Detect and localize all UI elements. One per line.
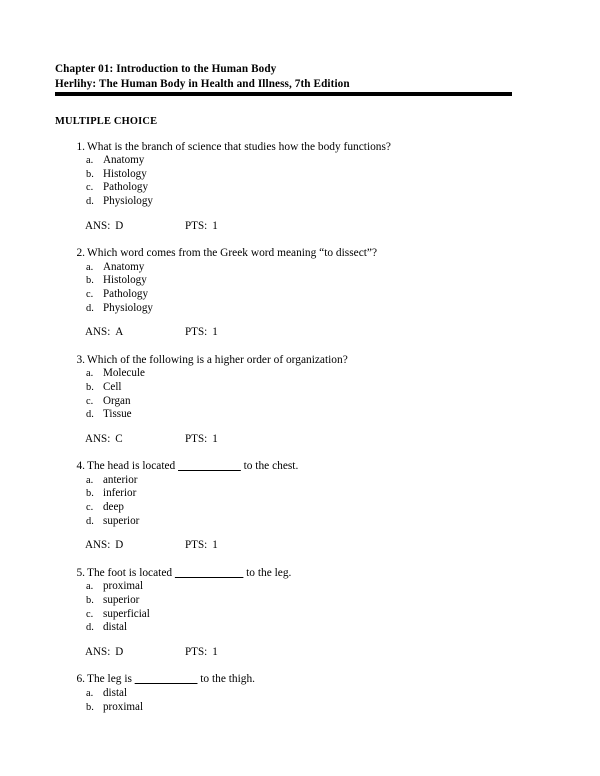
option-text: Pathology bbox=[103, 181, 148, 194]
answer-value: D bbox=[115, 645, 124, 658]
answer-key-line bbox=[55, 539, 545, 553]
fill-in-blank: ____________ bbox=[174, 566, 244, 579]
answer-group bbox=[85, 220, 185, 234]
answer-option[interactable] bbox=[55, 474, 545, 488]
question-number: 3. bbox=[76, 353, 85, 366]
question-number: 5. bbox=[76, 566, 85, 579]
answer-label: ANS: bbox=[85, 645, 111, 658]
question-text: The head is located bbox=[87, 460, 179, 473]
points-group bbox=[185, 539, 218, 553]
points-value: 1 bbox=[212, 432, 218, 445]
answer-key-line bbox=[55, 326, 545, 340]
answer-options bbox=[55, 367, 545, 421]
answer-option[interactable] bbox=[55, 687, 545, 701]
option-letter: a. bbox=[86, 688, 94, 699]
option-letter: b. bbox=[86, 488, 94, 500]
answer-group bbox=[85, 539, 185, 553]
answer-option[interactable] bbox=[55, 580, 545, 594]
answer-label: ANS: bbox=[85, 539, 111, 552]
option-letter: d. bbox=[86, 515, 94, 527]
header-book-title: Herlihy: The Human Body in Health and Illness, 7th Edition bbox=[55, 77, 350, 90]
answer-option[interactable] bbox=[55, 367, 545, 381]
question-block bbox=[55, 460, 545, 553]
question-number: 6. bbox=[76, 673, 85, 686]
question-number: 2. bbox=[76, 247, 85, 260]
option-letter: d. bbox=[86, 302, 94, 314]
question-stem bbox=[55, 567, 545, 581]
section-heading-multiple-choice: MULTIPLE CHOICE bbox=[55, 115, 158, 127]
answer-options bbox=[55, 154, 545, 208]
option-text: superficial bbox=[103, 607, 150, 620]
option-letter: c. bbox=[86, 608, 94, 620]
option-text: Histology bbox=[103, 274, 147, 287]
question-text: Which word comes from the Greek word meaning “to dissect”? bbox=[87, 247, 378, 260]
option-letter: a. bbox=[86, 581, 94, 593]
question-stem bbox=[55, 247, 545, 261]
answer-option[interactable] bbox=[55, 701, 545, 715]
answer-option[interactable] bbox=[55, 395, 545, 409]
option-letter: a. bbox=[86, 474, 94, 486]
option-text: Pathology bbox=[103, 287, 148, 300]
answer-value: D bbox=[115, 539, 124, 552]
option-letter: d. bbox=[86, 622, 94, 634]
option-text: Tissue bbox=[103, 408, 132, 421]
option-text: proximal bbox=[103, 700, 144, 713]
points-label: PTS: bbox=[185, 645, 208, 658]
option-letter: b. bbox=[86, 595, 94, 607]
answer-group bbox=[85, 433, 185, 447]
question-text: What is the branch of science that studies how the body functions? bbox=[87, 140, 391, 153]
question-text-after-blank: to the thigh. bbox=[197, 673, 256, 686]
question-stem bbox=[55, 354, 545, 368]
answer-option[interactable] bbox=[55, 501, 545, 515]
option-text: proximal bbox=[103, 580, 144, 593]
answer-options bbox=[55, 261, 545, 315]
option-text: Anatomy bbox=[103, 154, 145, 167]
option-letter: b. bbox=[86, 701, 94, 713]
answer-options bbox=[55, 474, 545, 528]
points-value: 1 bbox=[212, 219, 218, 232]
answer-option[interactable] bbox=[55, 381, 545, 395]
option-text: Molecule bbox=[103, 367, 145, 380]
questions-list bbox=[55, 141, 545, 715]
answer-option[interactable] bbox=[55, 487, 545, 501]
points-value: 1 bbox=[212, 539, 218, 552]
option-letter: b. bbox=[86, 381, 94, 393]
question-text: Which of the following is a higher order of organization? bbox=[87, 353, 348, 366]
question-stem bbox=[55, 141, 545, 155]
question-number: 4. bbox=[76, 460, 85, 473]
answer-key-line bbox=[55, 220, 545, 234]
answer-options bbox=[55, 580, 545, 634]
option-letter: c. bbox=[86, 288, 94, 300]
answer-option[interactable] bbox=[55, 515, 545, 529]
option-text: Physiology bbox=[103, 301, 153, 314]
points-label: PTS: bbox=[185, 219, 208, 232]
answer-option[interactable] bbox=[55, 621, 545, 635]
answer-option[interactable] bbox=[55, 288, 545, 302]
question-stem bbox=[55, 673, 545, 687]
option-text: deep bbox=[103, 501, 124, 514]
option-text: Anatomy bbox=[103, 260, 145, 273]
answer-option[interactable] bbox=[55, 594, 545, 608]
points-value: 1 bbox=[212, 645, 218, 658]
question-stem bbox=[55, 460, 545, 474]
page-content bbox=[55, 62, 545, 714]
option-text: distal bbox=[103, 621, 128, 634]
question-block bbox=[55, 567, 545, 660]
question-block bbox=[55, 673, 545, 714]
question-number: 1. bbox=[76, 140, 85, 153]
points-label: PTS: bbox=[185, 539, 208, 552]
answer-key-line bbox=[55, 433, 545, 447]
answer-options bbox=[55, 687, 545, 714]
answer-option[interactable] bbox=[55, 408, 545, 422]
question-block bbox=[55, 247, 545, 340]
answer-option[interactable] bbox=[55, 154, 545, 168]
answer-option[interactable] bbox=[55, 195, 545, 209]
answer-value: C bbox=[115, 432, 123, 445]
answer-option[interactable] bbox=[55, 261, 545, 275]
option-letter: c. bbox=[86, 502, 94, 514]
option-letter: d. bbox=[86, 195, 94, 207]
question-text-after-blank: to the chest. bbox=[240, 460, 299, 473]
points-group bbox=[185, 326, 218, 340]
option-letter: b. bbox=[86, 275, 94, 287]
answer-option[interactable] bbox=[55, 608, 545, 622]
option-letter: a. bbox=[86, 261, 94, 273]
option-text: Histology bbox=[103, 167, 147, 180]
answer-option[interactable] bbox=[55, 168, 545, 182]
option-letter: b. bbox=[86, 168, 94, 180]
answer-label: ANS: bbox=[85, 432, 111, 445]
answer-option[interactable] bbox=[55, 274, 545, 288]
answer-group bbox=[85, 326, 185, 340]
option-text: superior bbox=[103, 514, 140, 527]
option-text: Physiology bbox=[103, 194, 153, 207]
option-text: inferior bbox=[103, 487, 137, 500]
answer-group bbox=[85, 646, 185, 660]
answer-label: ANS: bbox=[85, 326, 111, 339]
header-chapter-title: Chapter 01: Introduction to the Human Body bbox=[55, 63, 277, 75]
points-group bbox=[185, 433, 218, 447]
option-text: Organ bbox=[103, 394, 131, 407]
points-label: PTS: bbox=[185, 432, 208, 445]
question-text-after-blank: to the leg. bbox=[243, 566, 292, 579]
fill-in-blank: ___________ bbox=[134, 673, 198, 686]
option-letter: c. bbox=[86, 395, 94, 407]
question-block bbox=[55, 141, 545, 234]
points-label: PTS: bbox=[185, 326, 208, 339]
answer-option[interactable] bbox=[55, 302, 545, 316]
option-text: anterior bbox=[103, 473, 138, 486]
answer-key-line bbox=[55, 646, 545, 660]
option-letter: a. bbox=[86, 155, 94, 167]
option-letter: a. bbox=[86, 368, 94, 380]
option-text: superior bbox=[103, 594, 140, 607]
question-block bbox=[55, 354, 545, 447]
header-divider-rule bbox=[55, 92, 512, 96]
option-letter: d. bbox=[86, 409, 94, 421]
answer-value: A bbox=[115, 326, 124, 339]
document-header bbox=[55, 62, 545, 91]
question-text: The leg is bbox=[87, 673, 135, 686]
option-text: Cell bbox=[103, 380, 122, 393]
answer-label: ANS: bbox=[85, 219, 111, 232]
option-letter: c. bbox=[86, 182, 94, 194]
points-group bbox=[185, 220, 218, 234]
answer-option[interactable] bbox=[55, 181, 545, 195]
fill-in-blank: ___________ bbox=[178, 460, 241, 473]
question-text: The foot is located bbox=[87, 566, 175, 579]
points-group bbox=[185, 646, 218, 660]
points-value: 1 bbox=[212, 326, 218, 339]
option-text: distal bbox=[103, 687, 128, 699]
answer-value: D bbox=[115, 219, 124, 232]
